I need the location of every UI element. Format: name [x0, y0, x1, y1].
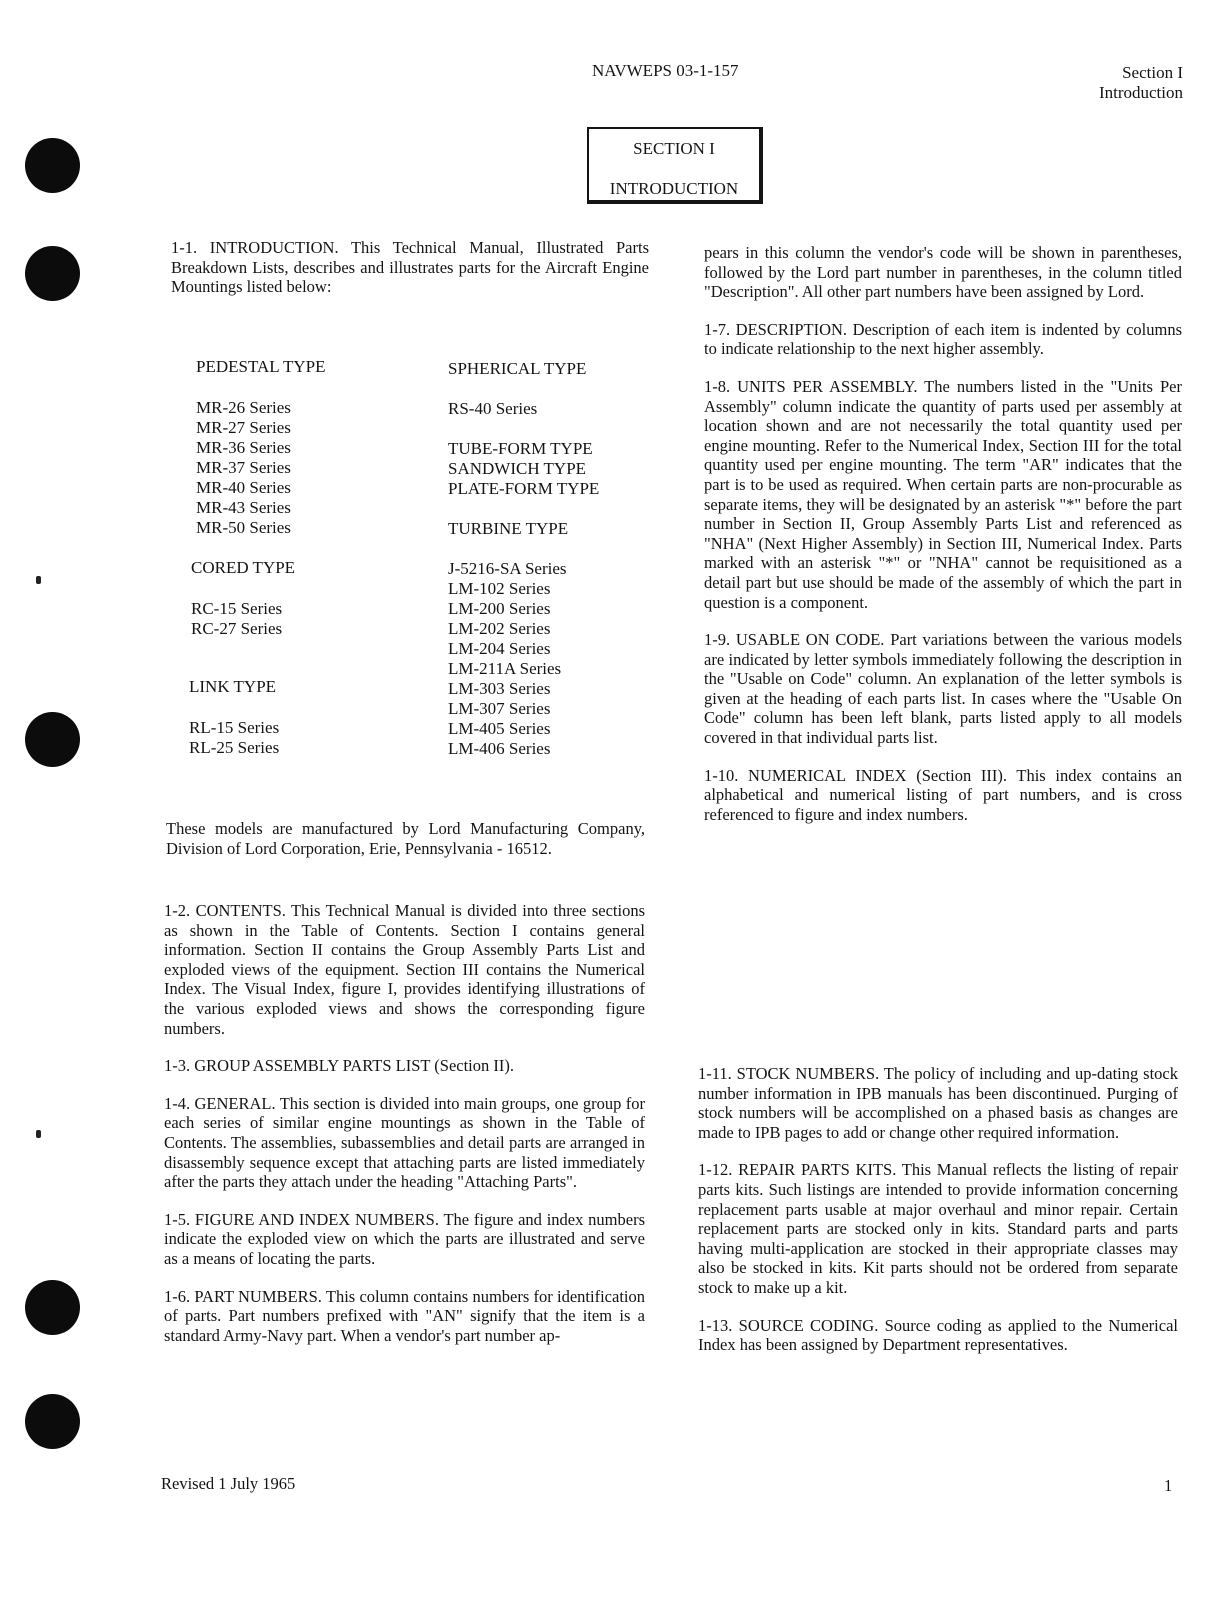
left-text-block: [164, 901, 645, 1363]
paragraph-1-2: 1-2. CONTENTS. This Technical Manual is divided into three sections as shown in the Table of Contents. Section I contains general information. Section II contains the Group Assembly Parts List and exploded views of the equipment. Section III contains the Numerical Index. The Visual Index, figure I, provides identifying illustrations of the various exploded views and shows the corresponding figure numbers.: [164, 901, 645, 1038]
list-item: RL-15 Series: [189, 718, 280, 737]
list-item: RL-25 Series: [189, 738, 280, 757]
list-item: LM-211A Series: [448, 659, 562, 678]
list-item: LM-307 Series: [448, 699, 551, 718]
binder-hole: [25, 1280, 80, 1335]
list-item: MR-50 Series: [196, 518, 291, 537]
paragraph-1-9: 1-9. USABLE ON CODE. Part variations between the various models are indicated by letter symbols immediately following the description in the "Usable on Code" column. An explanation of the letter symbols is given at the heading of each parts list. In cases where the "Usable On Code" column has been left blank, parts listed apply to all models covered in that individual parts list.: [704, 630, 1182, 748]
section-title-line1: SECTION I: [633, 139, 715, 158]
list-item: MR-36 Series: [196, 438, 291, 457]
page-number: 1: [1164, 1476, 1173, 1495]
paragraph-1-11: 1-11. STOCK NUMBERS. The policy of including and up-dating stock number information in IPB manuals has been discontinued. Purging of stock numbers will be accomplished on a phased basis as changes are made to IPB pages to add or change other required information.: [698, 1064, 1178, 1142]
list-item: LM-204 Series: [448, 639, 551, 658]
list-item: MR-43 Series: [196, 498, 291, 517]
list-item: J-5216-SA Series: [448, 559, 567, 578]
paragraph-1-5: 1-5. FIGURE AND INDEX NUMBERS. The figure and index numbers indicate the exploded view on which the parts are illustrated and serve as a means of locating the parts.: [164, 1209, 645, 1268]
paragraph-1-4: 1-4. GENERAL. This section is divided into main groups, one group for each series of similar engine mountings as shown in the Table of Contents. The assemblies, subassemblies and detail parts are arranged in disassembly sequence except that attaching parts are listed immediately after the parts they attach under the heading "Attaching Parts".: [164, 1093, 645, 1192]
paragraph-manufacturer: These models are manufactured by Lord Manufacturing Company, Division of Lord Corporation, Erie, Pennsylvania - 16512.: [166, 819, 645, 858]
paragraph-1-6: 1-6. PART NUMBERS. This column contains numbers for identification of parts. Part numbers prefixed with "AN" signify that the item is a standard Army-Navy part. When a vendor's part number ap-: [164, 1286, 645, 1345]
list-item: LM-200 Series: [448, 599, 551, 618]
list-item: RC-15 Series: [191, 599, 283, 618]
scan-mark: [36, 576, 41, 584]
list-heading: TUBE-FORM TYPE: [448, 439, 593, 458]
paragraph-1-13: 1-13. SOURCE CODING. Source coding as applied to the Numerical Index has been assigned by Department representatives.: [698, 1315, 1178, 1355]
paragraph-1-8: 1-8. UNITS PER ASSEMBLY. The numbers listed in the "Units Per Assembly" column indicate the quantity of parts used per assembly at location shown and are not necessarily the total quantity used per engine mounting. Refer to the Numerical Index, Section III for the total quantity used per engine mounting. The term "AR" indicates that the part is to be used as required. When certain parts are non-procurable as separate items, they will be designated by an asterisk "*" before the part number in Section II, Group Assembly Parts List and referenced as "NHA" (Next Higher Assembly) in Section III, Numerical Index. Parts marked with an asterisk "*" or "NHA" cannot be requisitioned as a detail part but use should be made of the assembly of which the part in question is a component.: [704, 376, 1182, 612]
link-type-list: [189, 677, 279, 758]
spherical-type-list: [448, 359, 599, 759]
binder-hole: [25, 1394, 80, 1449]
header-section-name: Introduction: [1098, 83, 1183, 102]
list-item: LM-405 Series: [448, 719, 551, 738]
list-heading: PEDESTAL TYPE: [196, 357, 326, 376]
right-text-block-lower: [698, 1064, 1178, 1373]
section-title-line2: INTRODUCTION: [609, 179, 739, 198]
cored-type-list: [191, 558, 295, 639]
list-heading: PLATE-FORM TYPE: [448, 479, 600, 498]
header-section: Section I: [1122, 63, 1183, 82]
pedestal-type-list: [196, 357, 325, 538]
section-title-box: [587, 127, 763, 204]
paragraph-1-12: 1-12. REPAIR PARTS KITS. This Manual reflects the listing of repair parts kits. Such listings are intended to provide information concerning replacement parts usable at major overhaul and minor repair. Certain replacement parts are stocked only in kits. Standard parts and parts having multi-application are stocked in their appropriate classes may also be stocked in kits. Kit parts should not be ordered from separate stock to make up a kit.: [698, 1160, 1178, 1297]
list-item: RC-27 Series: [191, 619, 283, 638]
list-item: LM-102 Series: [448, 579, 551, 598]
list-item: MR-27 Series: [196, 418, 291, 437]
binder-hole: [25, 246, 80, 301]
right-text-block: [704, 243, 1182, 842]
list-item: MR-37 Series: [196, 458, 291, 477]
paragraph-1-3: 1-3. GROUP ASSEMBLY PARTS LIST (Section II).: [164, 1056, 515, 1076]
list-item: RS-40 Series: [448, 399, 538, 418]
revision-date: Revised 1 July 1965: [161, 1474, 296, 1493]
scan-mark: [36, 1130, 41, 1138]
list-heading: SANDWICH TYPE: [448, 459, 587, 478]
list-item: LM-406 Series: [448, 739, 551, 758]
document-number: NAVWEPS 03-1-157: [592, 61, 739, 80]
paragraph-1-6-continued: pears in this column the vendor's code will be shown in parentheses, followed by the Lord part number in parentheses, in the column titled "Description". All other part numbers have been assigned by Lord.: [704, 243, 1182, 302]
list-heading: SPHERICAL TYPE: [448, 359, 587, 378]
list-item: MR-26 Series: [196, 398, 291, 417]
paragraph-1-10: 1-10. NUMERICAL INDEX (Section III). This index contains an alphabetical and numerical listing of part numbers, and is cross referenced to figure and index numbers.: [704, 765, 1182, 824]
list-item: LM-303 Series: [448, 679, 551, 698]
list-heading: LINK TYPE: [189, 677, 277, 696]
list-heading: CORED TYPE: [191, 558, 296, 577]
binder-hole: [25, 138, 80, 193]
list-item: LM-202 Series: [448, 619, 551, 638]
paragraph-1-7: 1-7. DESCRIPTION. Description of each item is indented by columns to indicate relationship to the next higher assembly.: [704, 319, 1182, 359]
binder-hole: [25, 712, 80, 767]
paragraph-1-1: 1-1. INTRODUCTION. This Technical Manual, Illustrated Parts Breakdown Lists, describes and illustrates parts for the Aircraft Engine Mountings listed below:: [171, 238, 649, 297]
list-item: MR-40 Series: [196, 478, 291, 497]
list-heading: TURBINE TYPE: [448, 519, 569, 538]
